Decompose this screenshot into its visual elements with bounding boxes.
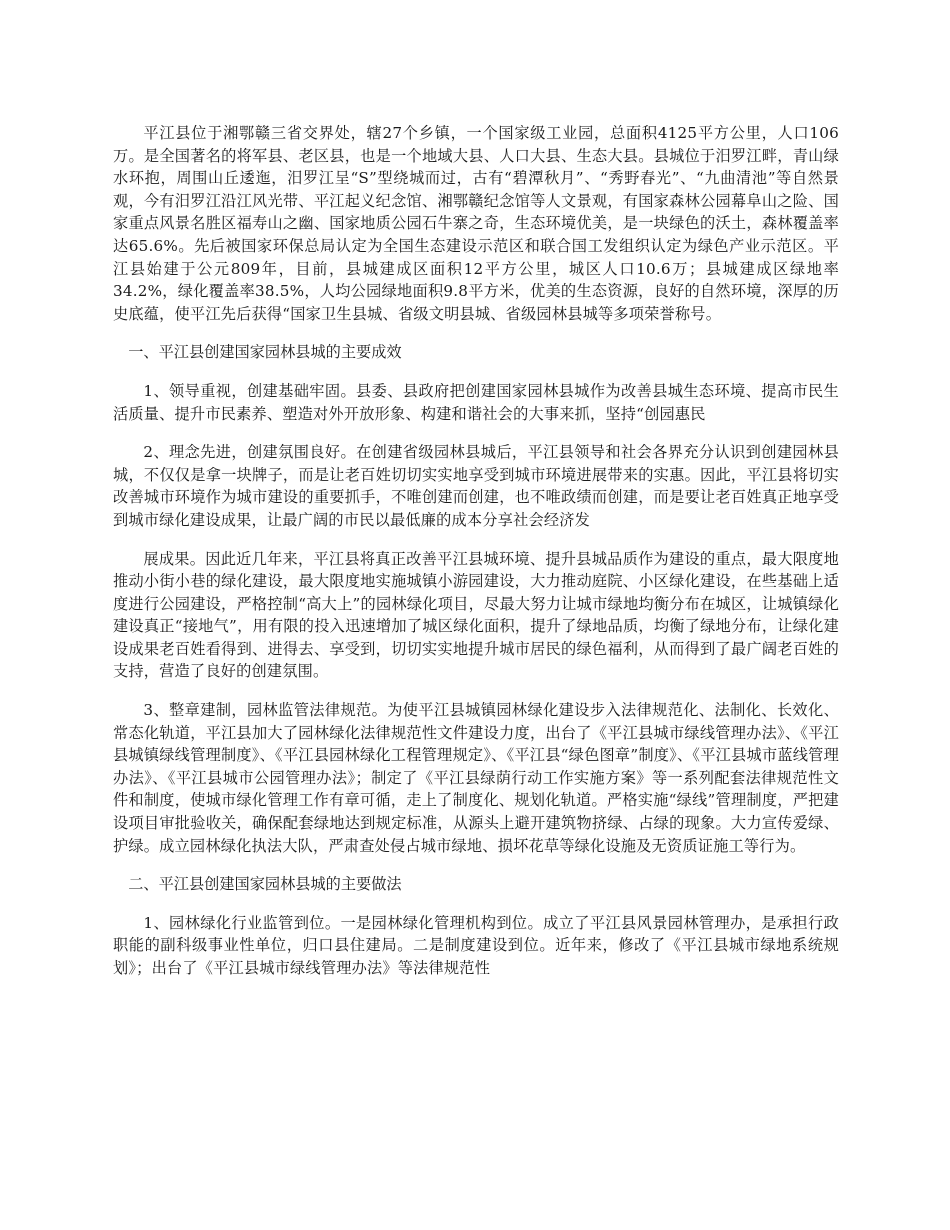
section-heading-achievements: 一、平江县创建国家园林县城的主要成效 <box>128 343 402 362</box>
intro-paragraph: 平江县位于湘鄂赣三省交界处，辖27个乡镇，一个国家级工业园，总面积4125平方公里，人口106万。是全国著名的将军县、老区县，也是一个地域大县、人口大县、生态大县。县城位于汨罗江畔，青山绿水环抱，周围山丘逶迤，汨罗江呈“S”型绕城而过，古有“碧潭秋月”、“秀野春光”、“九曲清池”等自然景观，今有汨罗江沿江风光带、平江起义纪念馆、湘鄂赣纪念馆等人文景观，有国家森林公园幕阜山之险、国家重点风景名胜区福寿山之幽、国家地质公园石牛寨之奇，生态环境优美，是一块绿色的沃土，森林覆盖率达65.6%。先后被国家环保总局认定为全国生态建设示范区和联合国工发组织认定为绿色产业示范区。平江县始建于公元809年，目前，县城建成区面积12平方公里，城区人口10.6万；县城建成区绿地率34.2%，绿化覆盖率38.5%，人均公园绿地面积9.8平方米，优美的生态资源，良好的自然环境，深厚的历史底蕴，使平江先后获得“国家卫生县城、省级文明县城、省级园林县城等多项荣誉称号。 <box>113 124 839 323</box>
paragraph-leadership: 1、领导重视，创建基础牢固。县委、县政府把创建国家园林县城作为改善县城生态环境、提高市民生活质量、提升市民素养、塑造对外开放形象、构建和谐社会的大事来抓，坚持“创园惠民 <box>113 381 839 423</box>
document-page <box>113 122 839 980</box>
paragraph-concept: 2、理念先进，创建氛围良好。在创建省级园林县城后，平江县领导和社会各界充分认识到创建园林县城，不仅仅是拿一块牌子，而是让老百姓切切实实地享受到城市环境进展带来的实惠。因此，平江县将切实改善城市环境作为城市建设的重要抓手，不唯创建而创建，也不唯政绩而创建，而是要让老百姓真正地享受到城市绿化建设成果，让最广阔的市民以最低廉的成本分享社会经济发 <box>113 443 839 529</box>
paragraph-supervision: 1、园林绿化行业监管到位。一是园林绿化管理机构到位。成立了平江县风景园林管理办，是承担行政职能的副科级事业性单位，归口县住建局。二是制度建设到位。近年来，修改了《平江县城市绿地系统规划》；出台了《平江县城市绿线管理办法》等法律规范性 <box>113 913 839 977</box>
section-heading-practices: 二、平江县创建国家园林县城的主要做法 <box>128 875 402 894</box>
paragraph-regulations: 3、整章建制，园林监管法律规范。为使平江县城镇园林绿化建设步入法律规范化、法制化、长效化、常态化轨道，平江县加大了园林绿化法律规范性文件建设力度，出台了《平江县城市绿线管理办法》、《平江县城镇绿线管理制度》、《平江县园林绿化工程管理规定》、《平江县“绿色图章”制度》、《平江县城市蓝线管理办法》、《平江县城市公园管理办法》；制定了《平江县绿荫行动工作实施方案》等一系列配套法律规范性文件和制度，使城市绿化管理工作有章可循，走上了制度化、规划化轨道。严格实施“绿线”管理制度，严把建设项目审批验收关，确保配套绿地达到规定标准，从源头上避开建筑物挤绿、占绿的现象。大力宣传爱绿、护绿。成立园林绿化执法大队，严肃查处侵占城市绿地、损坏花草等绿化设施及无资质证施工等行为。 <box>113 701 839 855</box>
paragraph-development-results: 展成果。因此近几年来，平江县将真正改善平江县城环境、提升县城品质作为建设的重点，最大限度地推动小街小巷的绿化建设，最大限度地实施城镇小游园建设，大力推动庭院、小区绿化建设，在些基础上适度进行公园建设，严格控制“高大上”的园林绿化项目，尽最大努力让城市绿地均衡分布在城区，让城镇绿化建设真正“接地气”，用有限的投入迅速增加了城区绿化面积，提升了绿地品质，均衡了绿地分布，让绿化建设成果老百姓看得到、进得去、享受到，切切实实地提升城市居民的绿色福利，从而得到了最广阔老百姓的支持，营造了良好的创建氛围。 <box>113 549 839 681</box>
